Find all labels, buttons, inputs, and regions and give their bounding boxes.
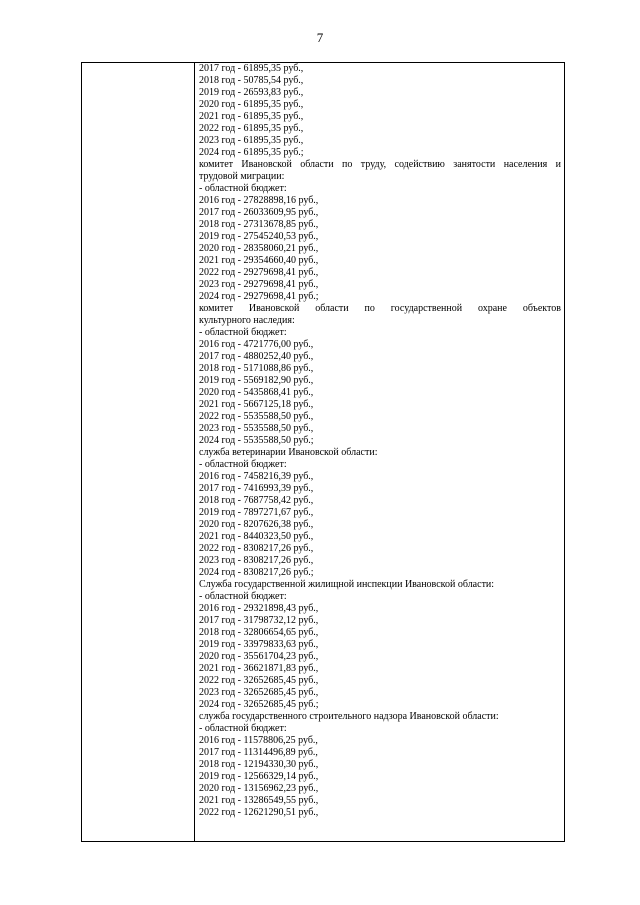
text-line: 2016 год - 4721776,00 руб., (199, 339, 314, 350)
text-line: 2017 год - 31798732,12 руб., (199, 615, 319, 626)
text-line: 2022 год - 32652685,45 руб., (199, 675, 319, 686)
word: комитет (199, 159, 234, 170)
text-line: 2020 год - 8207626,38 руб., (199, 519, 314, 530)
text-line: 2022 год - 12621290,51 руб., (199, 807, 319, 818)
text-line: 2024 год - 5535588,50 руб.; (199, 435, 314, 446)
text-line: 2022 год - 5535588,50 руб., (199, 411, 314, 422)
text-line: 2020 год - 35561704,23 руб., (199, 651, 319, 662)
text-line: 2016 год - 11578806,25 руб., (199, 735, 318, 746)
text-line (199, 303, 561, 315)
text-line (199, 159, 561, 171)
text-line: 2019 год - 12566329,14 руб., (199, 771, 319, 782)
word: Ивановской (241, 159, 292, 170)
text-line: 2021 год - 8440323,50 руб., (199, 531, 314, 542)
word: охране (477, 303, 507, 314)
text-line: служба ветеринарии Ивановской области: (199, 447, 378, 458)
word: и (555, 159, 561, 170)
text-line: 2017 год - 4880252,40 руб., (199, 351, 314, 362)
word: Ивановской (248, 303, 300, 314)
text-line: 2016 год - 29321898,43 руб., (199, 603, 319, 614)
text-line: 2021 год - 36621871,83 руб., (199, 663, 319, 674)
text-line: Служба государственной жилищной инспекции Ивановской области: (199, 579, 495, 590)
text-line: 2016 год - 27828898,16 руб., (199, 195, 319, 206)
word: государственной (390, 303, 463, 314)
text-line: 2017 год - 7416993,39 руб., (199, 483, 314, 494)
word: населения (503, 159, 548, 170)
word: занятости (453, 159, 496, 170)
text-line: 2020 год - 13156962,23 руб., (199, 783, 319, 794)
text-line: 2019 год - 27545240,53 руб., (199, 231, 319, 242)
column-divider (194, 63, 195, 841)
word: области (300, 159, 334, 170)
text-line: 2021 год - 13286549,55 руб., (199, 795, 319, 806)
text-line: - областной бюджет: (199, 723, 287, 734)
text-line: 2023 год - 61895,35 руб., (199, 135, 304, 146)
text-line: 2023 год - 32652685,45 руб., (199, 687, 319, 698)
page-number: 7 (316, 30, 324, 45)
text-line: 2020 год - 5435868,41 руб., (199, 387, 314, 398)
text-line: 2023 год - 5535588,50 руб., (199, 423, 314, 434)
text-line: 2024 год - 29279698,41 руб.; (199, 291, 319, 302)
funding-text-cell (199, 63, 561, 819)
text-line: служба государственного строительного надзора Ивановской области: (199, 711, 499, 722)
text-line: 2019 год - 26593,83 руб., (199, 87, 304, 98)
program-table (81, 62, 565, 842)
text-line: - областной бюджет: (199, 459, 287, 470)
text-line: 2018 год - 5171088,86 руб., (199, 363, 314, 374)
text-line: 2018 год - 12194330,30 руб., (199, 759, 319, 770)
text-line: 2017 год - 26033609,95 руб., (199, 207, 319, 218)
text-line: 2022 год - 29279698,41 руб., (199, 267, 319, 278)
text-line: 2019 год - 5569182,90 руб., (199, 375, 314, 386)
text-line: 2018 год - 7687758,42 руб., (199, 495, 314, 506)
text-line: 2020 год - 61895,35 руб., (199, 99, 304, 110)
text-line: 2023 год - 29279698,41 руб., (199, 279, 319, 290)
text-line: 2021 год - 5667125,18 руб., (199, 399, 314, 410)
text-line: 2016 год - 7458216,39 руб., (199, 471, 314, 482)
text-line: 2023 год - 8308217,26 руб., (199, 555, 314, 566)
text-line: 2018 год - 50785,54 руб., (199, 75, 304, 86)
text-line: культурного наследия: (199, 315, 295, 326)
text-line: 2022 год - 8308217,26 руб., (199, 543, 314, 554)
text-line: 2020 год - 28358060,21 руб., (199, 243, 319, 254)
text-line: - областной бюджет: (199, 183, 287, 194)
word: по (342, 159, 353, 170)
word: комитет (199, 303, 234, 314)
word: по (364, 303, 375, 314)
text-line: 2019 год - 7897271,67 руб., (199, 507, 314, 518)
text-line: 2024 год - 32652685,45 руб.; (199, 699, 319, 710)
word: области (315, 303, 349, 314)
text-line: 2021 год - 29354660,40 руб., (199, 255, 319, 266)
text-line: 2017 год - 61895,35 руб., (199, 63, 304, 74)
text-line: 2024 год - 8308217,26 руб.; (199, 567, 314, 578)
text-line: 2024 год - 61895,35 руб.; (199, 147, 304, 158)
text-line: - областной бюджет: (199, 327, 287, 338)
text-line: 2018 год - 32806654,65 руб., (199, 627, 319, 638)
text-line: 2019 год - 33979833,63 руб., (199, 639, 319, 650)
text-line: 2018 год - 27313678,85 руб., (199, 219, 319, 230)
text-line: - областной бюджет: (199, 591, 287, 602)
text-line: трудовой миграции: (199, 171, 285, 182)
text-line: 2021 год - 61895,35 руб., (199, 111, 304, 122)
word: объектов (522, 303, 561, 314)
word: содействию (394, 159, 445, 170)
text-line: 2017 год - 11314496,89 руб., (199, 747, 318, 758)
word: труду, (360, 159, 387, 170)
text-line: 2022 год - 61895,35 руб., (199, 123, 304, 134)
